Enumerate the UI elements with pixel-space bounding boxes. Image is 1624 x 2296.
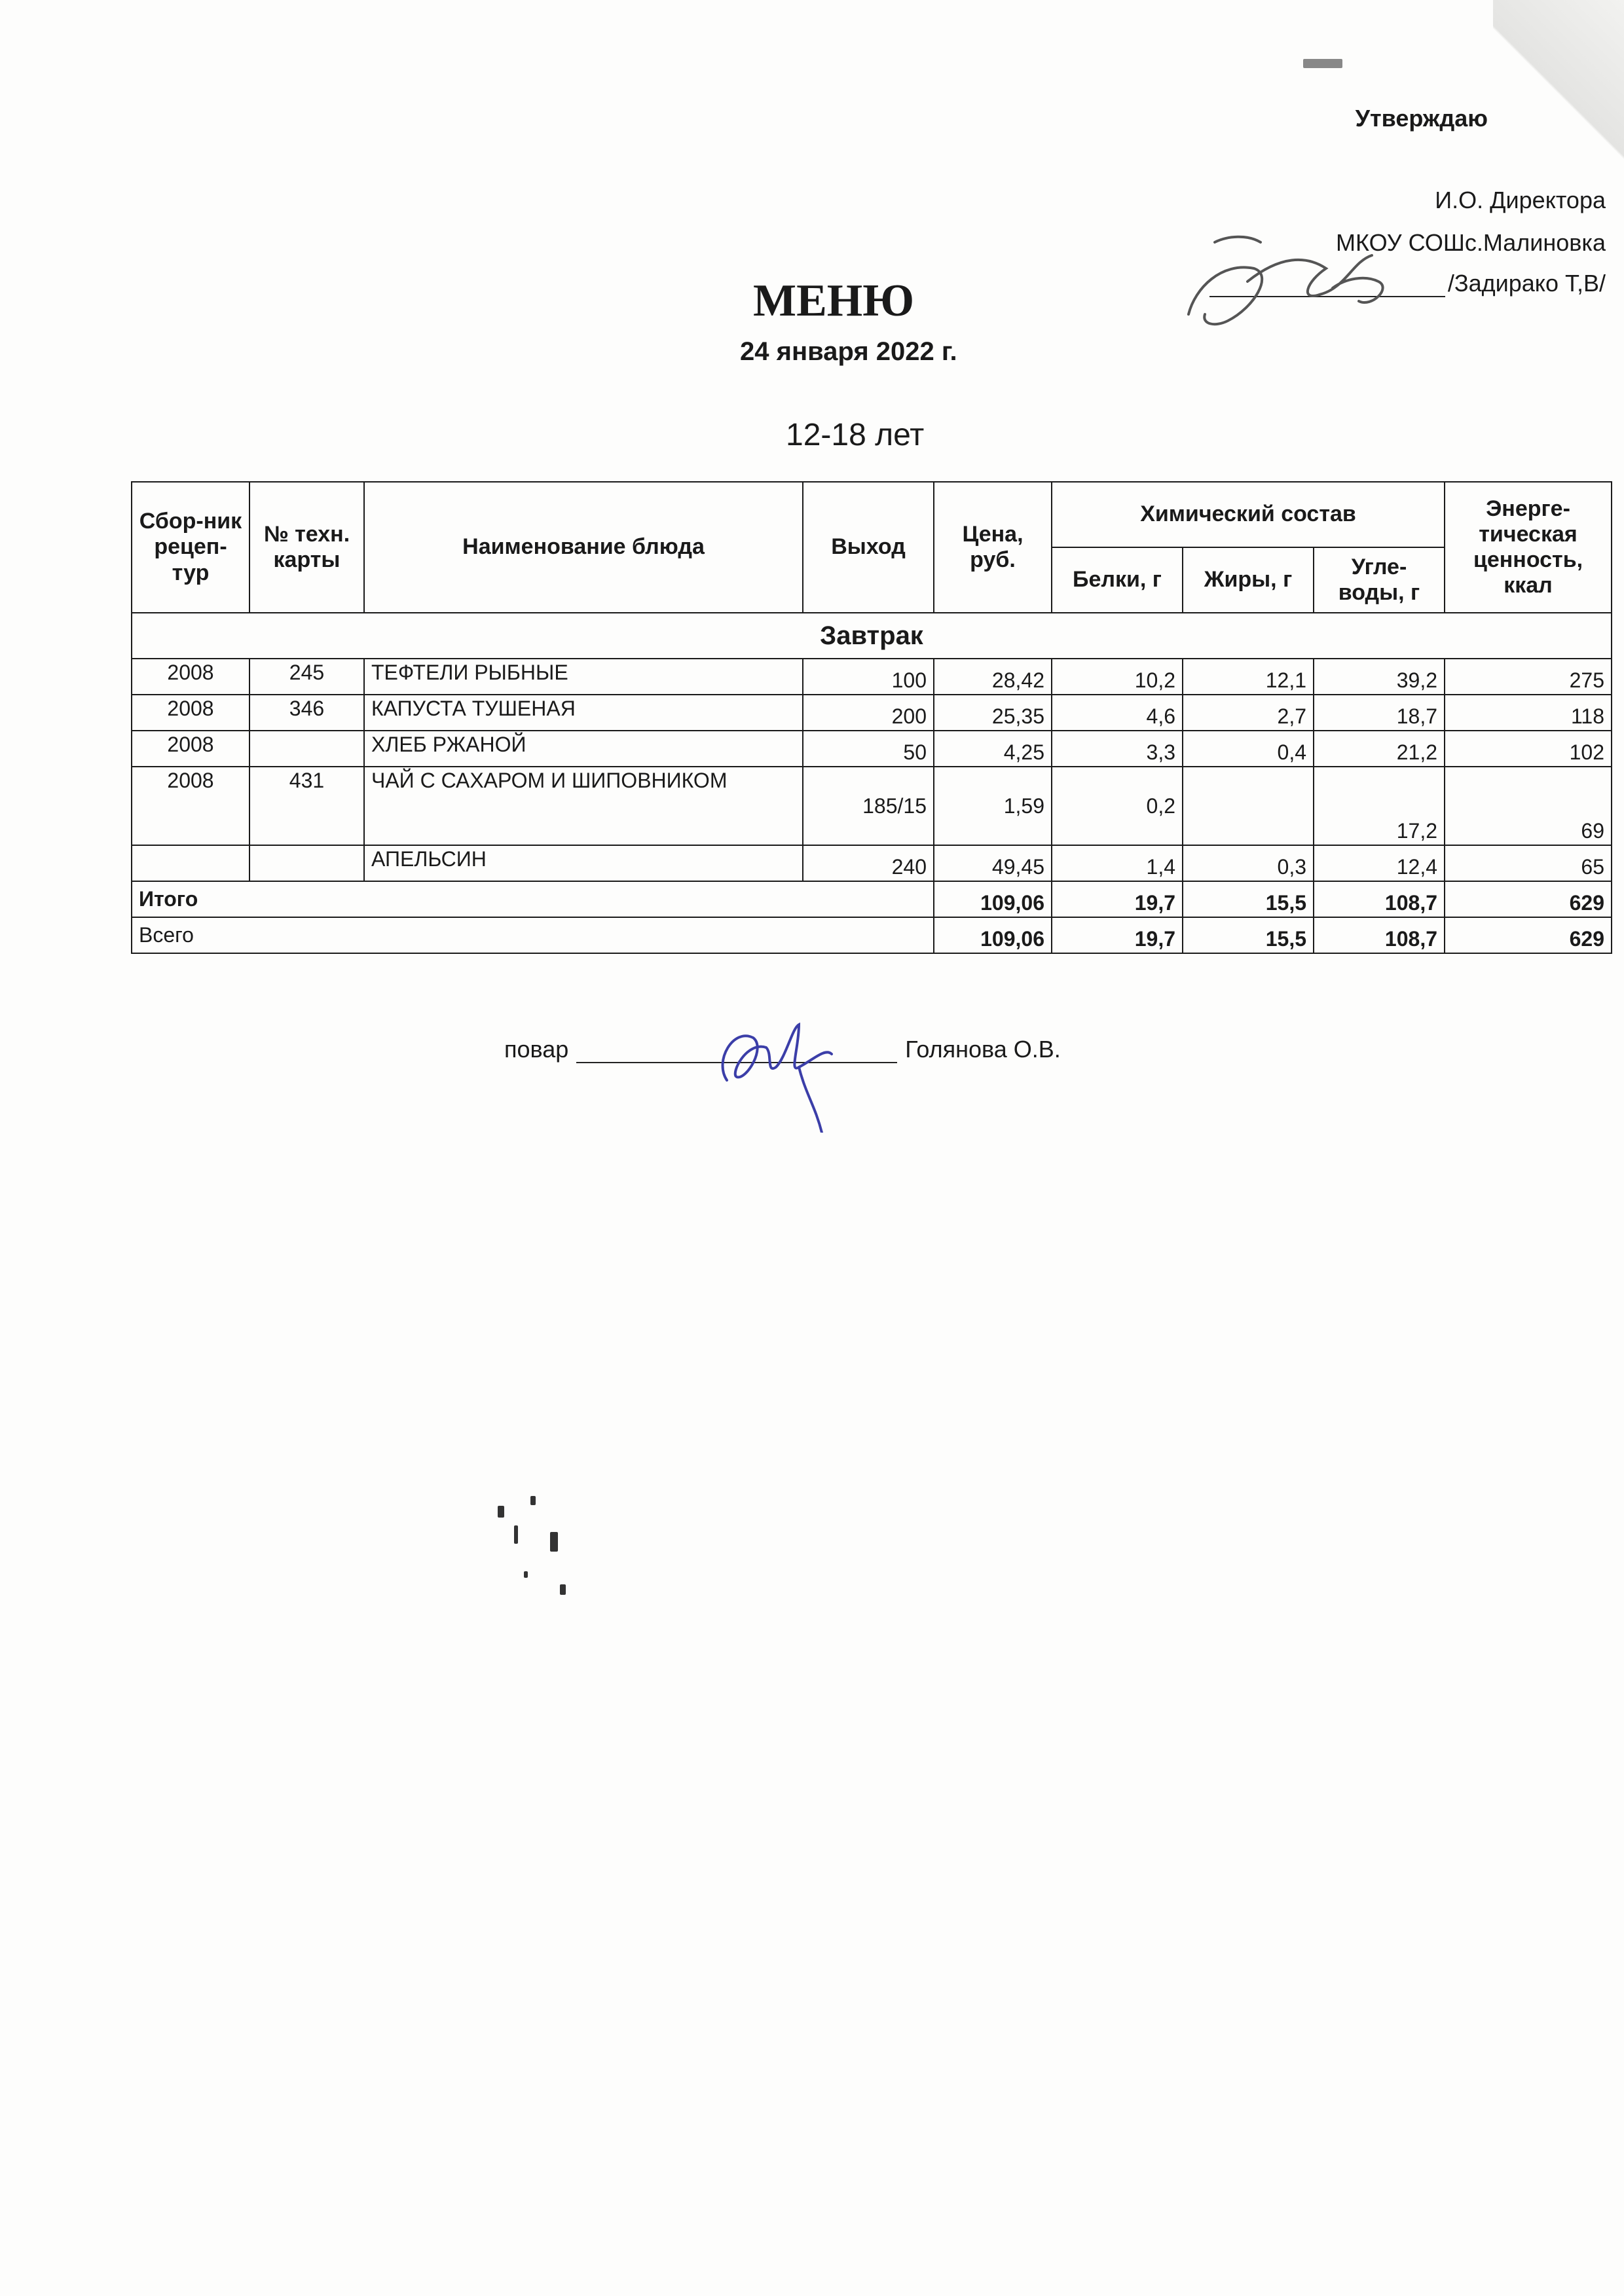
header-proteins: Белки, г <box>1052 547 1183 613</box>
section-breakfast: Завтрак <box>132 613 1612 659</box>
table-row <box>132 731 1612 767</box>
document-date: 24 января 2022 г. <box>740 337 957 366</box>
total-price: 109,06 <box>934 917 1052 953</box>
cell-fats: 12,1 <box>1183 659 1314 695</box>
cell-collection: 2008 <box>132 695 249 731</box>
table-row <box>132 845 1612 881</box>
cook-signature-icon <box>701 1002 871 1133</box>
cell-carbs: 21,2 <box>1314 731 1445 767</box>
header-energy: Энерге-тическая ценность, ккал <box>1445 482 1612 613</box>
cell-dish-name: КАПУСТА ТУШЕНАЯ <box>364 695 803 731</box>
cook-name: Голянова О.В. <box>905 1036 1061 1063</box>
cell-price: 25,35 <box>934 695 1052 731</box>
cell-kcal: 102 <box>1445 731 1612 767</box>
cell-collection <box>132 845 249 881</box>
subtotal-row <box>132 881 1612 917</box>
cell-dish-name: ТЕФТЕЛИ РЫБНЫЕ <box>364 659 803 695</box>
subtotal-fats: 15,5 <box>1183 881 1314 917</box>
cell-yield: 200 <box>803 695 934 731</box>
subtotal-price: 109,06 <box>934 881 1052 917</box>
age-group: 12-18 лет <box>786 418 925 452</box>
cell-dish-name: АПЕЛЬСИН <box>364 845 803 881</box>
header-tech-card: № техн. карты <box>249 482 364 613</box>
cell-card: 431 <box>249 767 364 845</box>
menu-table <box>131 481 1612 954</box>
cell-fats: 0,4 <box>1183 731 1314 767</box>
header-carbs: Угле-воды, г <box>1314 547 1445 613</box>
approval-position: И.О. Директора <box>1435 187 1606 213</box>
total-kcal: 629 <box>1445 917 1612 953</box>
total-proteins: 19,7 <box>1052 917 1183 953</box>
cell-yield: 240 <box>803 845 934 881</box>
cell-fats <box>1183 767 1314 845</box>
cell-card <box>249 845 364 881</box>
cell-carbs: 12,4 <box>1314 845 1445 881</box>
table-row <box>132 659 1612 695</box>
cell-price: 4,25 <box>934 731 1052 767</box>
cell-proteins: 3,3 <box>1052 731 1183 767</box>
cell-yield: 100 <box>803 659 934 695</box>
approval-school: МКОУ СОШс.Малиновка <box>1336 229 1606 256</box>
cell-price: 49,45 <box>934 845 1052 881</box>
cell-dish-name: ХЛЕБ РЖАНОЙ <box>364 731 803 767</box>
cell-fats: 0,3 <box>1183 845 1314 881</box>
cell-dish-name: ЧАЙ С САХАРОМ И ШИПОВНИКОМ <box>364 767 803 845</box>
cell-yield: 185/15 <box>803 767 934 845</box>
cell-kcal: 65 <box>1445 845 1612 881</box>
cell-card: 346 <box>249 695 364 731</box>
cell-proteins: 1,4 <box>1052 845 1183 881</box>
subtotal-carbs: 108,7 <box>1314 881 1445 917</box>
cell-kcal: 69 <box>1445 767 1612 845</box>
approval-director-name: /Задирако Т,В/ <box>1447 270 1606 297</box>
cell-fats: 2,7 <box>1183 695 1314 731</box>
cell-yield: 50 <box>803 731 934 767</box>
header-price: Цена, руб. <box>934 482 1052 613</box>
cell-proteins: 10,2 <box>1052 659 1183 695</box>
approval-title: Утверждаю <box>1355 105 1488 132</box>
cell-kcal: 118 <box>1445 695 1612 731</box>
cell-collection: 2008 <box>132 659 249 695</box>
total-row <box>132 917 1612 953</box>
cell-proteins: 4,6 <box>1052 695 1183 731</box>
subtotal-proteins: 19,7 <box>1052 881 1183 917</box>
total-label: Всего <box>132 917 934 953</box>
document-title: МЕНЮ <box>753 276 915 326</box>
header-chem-composition: Химический состав <box>1052 482 1445 547</box>
cell-card: 245 <box>249 659 364 695</box>
header-fats: Жиры, г <box>1183 547 1314 613</box>
cell-card <box>249 731 364 767</box>
header-yield: Выход <box>803 482 934 613</box>
cell-carbs: 18,7 <box>1314 695 1445 731</box>
table-row <box>132 767 1612 845</box>
subtotal-label: Итого <box>132 881 934 917</box>
subtotal-kcal: 629 <box>1445 881 1612 917</box>
cell-collection: 2008 <box>132 731 249 767</box>
cell-kcal: 275 <box>1445 659 1612 695</box>
total-carbs: 108,7 <box>1314 917 1445 953</box>
cell-carbs: 39,2 <box>1314 659 1445 695</box>
cell-carbs: 17,2 <box>1314 767 1445 845</box>
cell-price: 28,42 <box>934 659 1052 695</box>
total-fats: 15,5 <box>1183 917 1314 953</box>
cell-proteins: 0,2 <box>1052 767 1183 845</box>
cell-price: 1,59 <box>934 767 1052 845</box>
folded-corner <box>1493 0 1624 216</box>
cell-collection: 2008 <box>132 767 249 845</box>
table-row <box>132 695 1612 731</box>
director-signature-icon <box>1175 216 1424 347</box>
cook-role: повар <box>504 1036 569 1063</box>
header-collection: Сбор-ник рецеп-тур <box>132 482 249 613</box>
header-dish-name: Наименование блюда <box>364 482 803 613</box>
